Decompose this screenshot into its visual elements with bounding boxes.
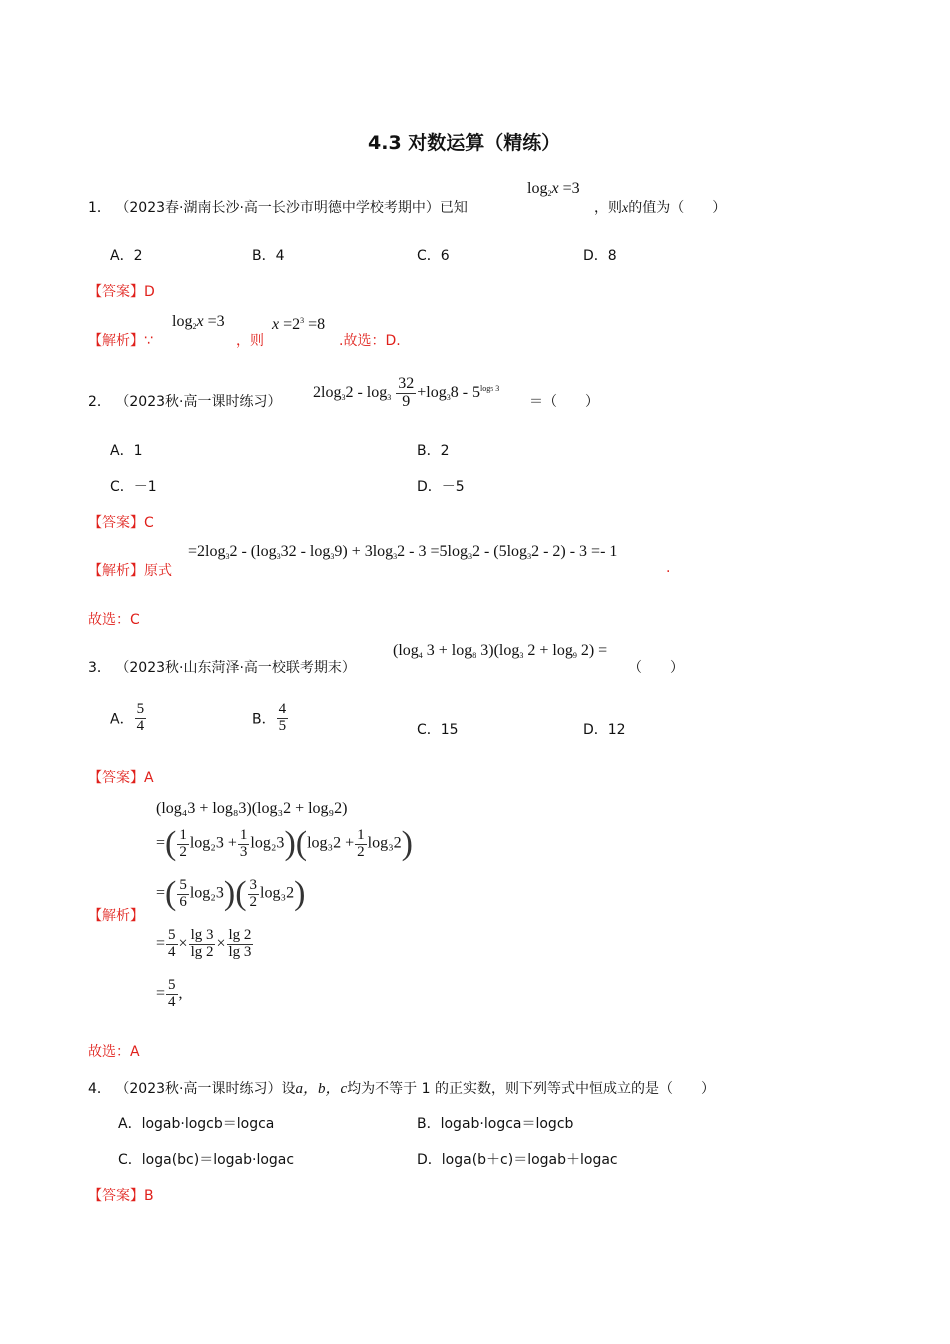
q1-option-b: B．4 xyxy=(252,248,285,264)
q1-stem xyxy=(88,197,468,217)
q1-analysis-then: ，则 xyxy=(236,333,264,349)
q1-number: 1． xyxy=(88,200,111,216)
q3-answer: 【答案】A xyxy=(88,770,154,786)
q1-analysis-formula2: $x =2^3 =8$ xyxy=(272,316,326,333)
q1-analysis-label: 【解析】∵ xyxy=(88,333,153,349)
q3-option-a: A． $\frac{5}{4}$ xyxy=(110,701,145,734)
q3-step-1: (log₄3 + log₈3)(log₃2 + log₉2) xyxy=(156,800,348,817)
q3-step-2: =( $\frac{1}{2}$ log₂3 + $\frac{1}{3}$ log₂3)(log₃2 + $\frac{1}{2}$ log₃2) xyxy=(156,825,413,862)
q3-option-c: C．15 xyxy=(417,722,459,738)
q1-option-d: D．8 xyxy=(583,248,617,264)
q1-source: （2023春·湖南长沙·高一长沙市明德中学校考期中）已知 xyxy=(115,200,468,216)
q4-option-a: A．logab·logcb＝logca xyxy=(118,1116,275,1132)
q4-stem-tail: 均为不等于 1 的正实数，则下列等式中恒成立的是（ ） xyxy=(347,1081,715,1097)
q2-number: 2． xyxy=(88,394,111,410)
q2-option-c: C．－1 xyxy=(110,479,157,495)
q1-option-a: A．2 xyxy=(110,248,143,264)
q3-option-d: D．12 xyxy=(583,722,626,738)
q3-source: （2023秋·山东菏泽·高一校联考期末） xyxy=(115,660,356,676)
q4-option-d: D．loga(b＋c)＝logab＋logac xyxy=(417,1152,618,1168)
q3-number: 3． xyxy=(88,660,111,676)
q3-conclusion: 故选：A xyxy=(88,1044,140,1060)
q2-source: （2023秋·高一课时练习） xyxy=(115,394,282,410)
q4-source: （2023秋·高一课时练习）设 xyxy=(115,1081,296,1097)
q2-option-b: B．2 xyxy=(417,443,450,459)
q2-conclusion: 故选：C xyxy=(88,612,140,628)
q2-stem xyxy=(88,391,281,411)
q2-stem-tail: ＝（ ） xyxy=(529,394,599,410)
q1-option-c: C．6 xyxy=(417,248,450,264)
q1-stem-tail: ，则x的值为（ ） xyxy=(594,200,727,216)
q1-formula: $\log_2x =3$ xyxy=(527,180,580,198)
q4-option-c: C．loga(bc)＝logab·logac xyxy=(118,1152,295,1168)
q3-stem-tail: （ ） xyxy=(628,660,684,676)
q4-number: 4． xyxy=(88,1081,111,1097)
q2-analysis-formula: $=2\log_32 - (\log_332 - \log_39) + 3\log_32 - 3 =5\log_32 - (5\log_32 - 2) - 3 =- 1$ xyxy=(188,543,618,561)
q2-analysis-end: . xyxy=(666,560,671,576)
q3-option-b: B． $\frac{4}{5}$ xyxy=(252,701,287,734)
q3-stem xyxy=(88,657,356,677)
page-title: 4.3 对数运算（精练） xyxy=(368,132,561,154)
q4-stem xyxy=(88,1077,715,1098)
q3-step-3: =( $\frac{5}{6}$ log₂3)( $\frac{3}{2}$ log₃2) xyxy=(156,875,306,912)
q2-option-a: A．1 xyxy=(110,443,143,459)
q3-analysis-label: 【解析】 xyxy=(88,908,144,924)
q4-option-b: B．logab·logca＝logcb xyxy=(417,1116,574,1132)
q2-option-d: D．－5 xyxy=(417,479,465,495)
q4-answer: 【答案】B xyxy=(88,1188,154,1204)
q2-analysis-label: 【解析】原式 xyxy=(88,563,172,579)
q2-formula: $2\log_32 - \log_3$ $\frac{32}{9}$ $+\log_38 - 5^{log5 3}$ xyxy=(313,375,500,410)
q1-analysis-formula1: $\log_2x =3$ xyxy=(172,313,225,331)
q4-vars: a，b，c xyxy=(295,1081,348,1097)
q1-analysis-end: .故选：D. xyxy=(339,333,401,349)
q3-step-4: = $\frac{5}{4}$ × $\frac{\lg 3}{\lg 2}$ × $\frac{\lg 2}{\lg 3}$ xyxy=(156,927,252,960)
q3-formula: ($\log_4$ $3 + \log_8 3)(\log_3$ $2 + \log_9 2$) = xyxy=(393,642,608,660)
q3-step-5: = $\frac{5}{4}$ , xyxy=(156,977,183,1010)
q1-answer: 【答案】D xyxy=(88,284,155,300)
q2-answer: 【答案】C xyxy=(88,515,154,531)
